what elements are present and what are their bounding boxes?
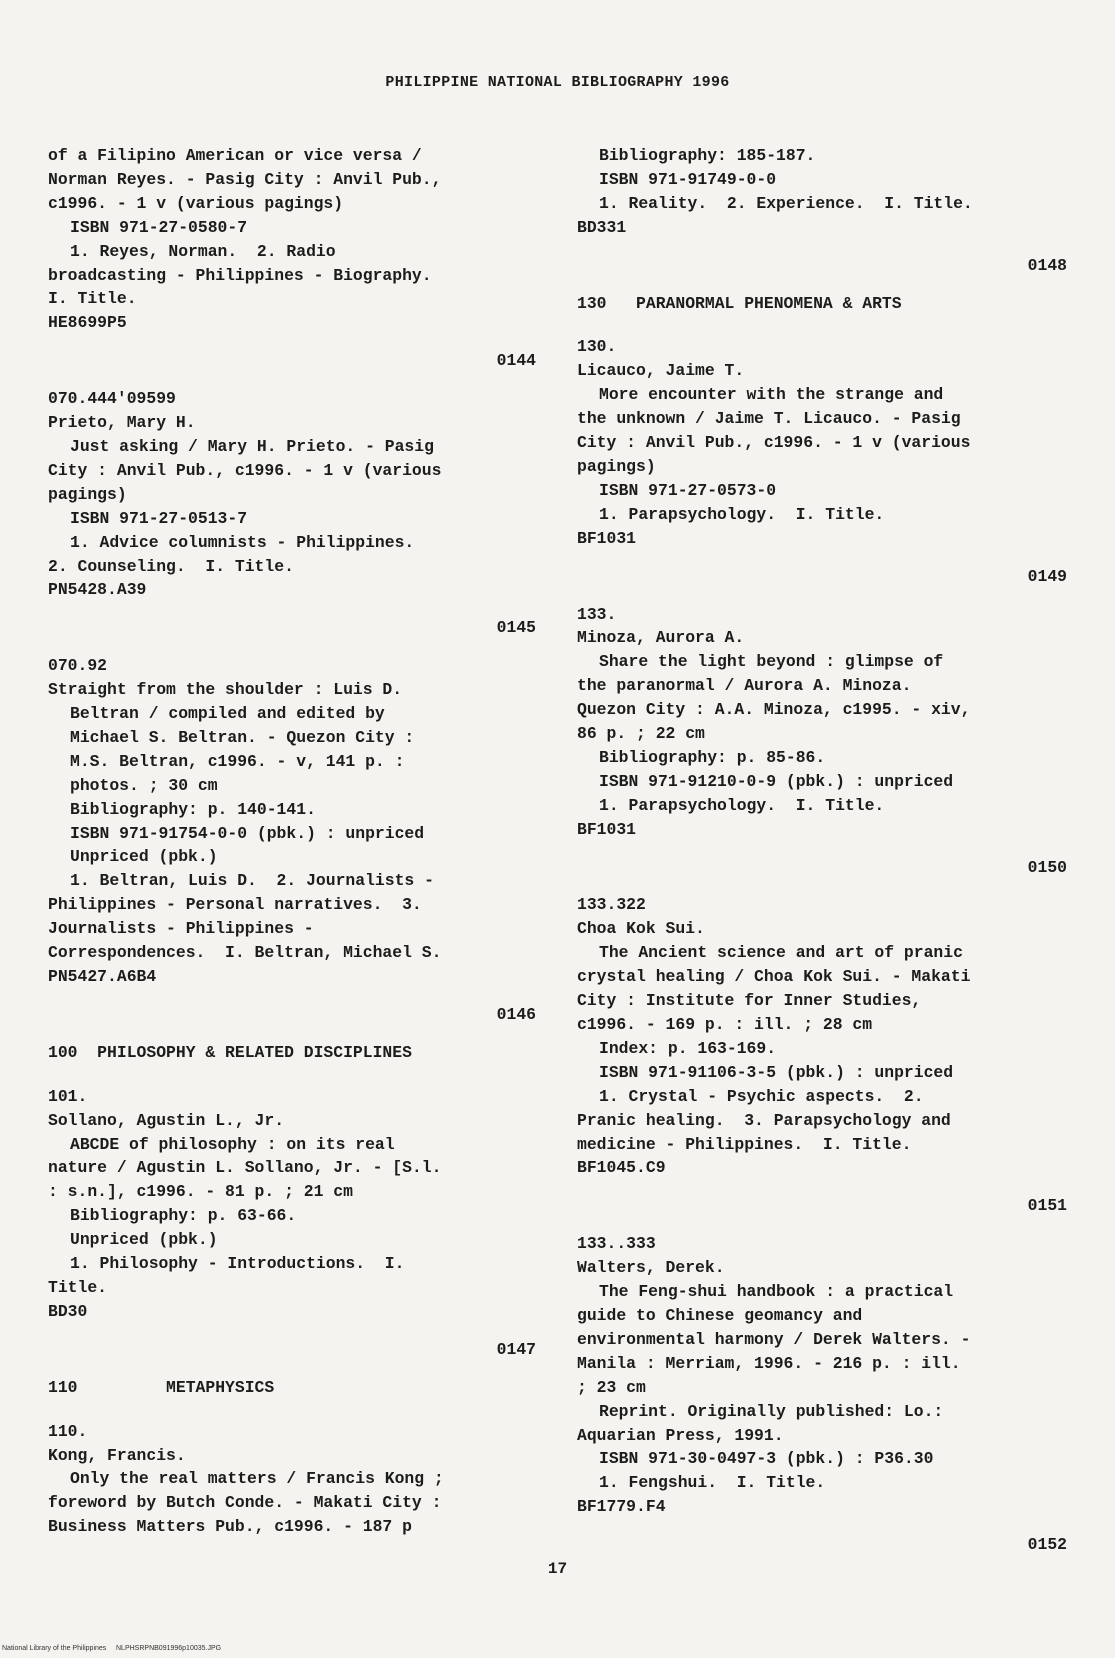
classification: 133.322: [577, 895, 646, 915]
note-line: Aquarian Press, 1991.: [577, 1425, 784, 1445]
entry-line: Index: p. 163-169.: [599, 1038, 777, 1058]
call-number: PN5428.A39: [48, 580, 147, 600]
isbn-line: ISBN 971-27-0513-7: [70, 508, 248, 528]
title-line: Only the real matters / Francis Kong ;: [70, 1469, 444, 1489]
title-line: Share the light beyond : glimpse of: [599, 652, 944, 672]
section-heading-130: 130 PARANORMAL PHENOMENA & ARTS: [577, 293, 902, 313]
subjects-line: Philippines - Personal narratives. 3.: [48, 895, 422, 915]
right-column: [577, 144, 1067, 1571]
author: Choa Kok Sui.: [577, 919, 705, 939]
subjects-line: Journalists - Philippines -: [48, 919, 314, 939]
title-line: Just asking / Mary H. Prieto. - Pasig: [70, 436, 434, 456]
isbn-line: ISBN 971-91749-0-0: [599, 169, 777, 189]
call-number: BD30: [48, 1301, 88, 1321]
entry-line: 86 p. ; 22 cm: [577, 724, 705, 744]
entry-line: City : Anvil Pub., c1996. - 1 v (various: [48, 460, 442, 480]
subjects-line: 2. Counseling. I. Title.: [48, 556, 294, 576]
entry-line: Bibliography: p. 140-141.: [70, 799, 316, 819]
isbn-line: ISBN 971-91210-0-9 (pbk.) : unpriced: [599, 771, 954, 791]
entry-line: crystal healing / Choa Kok Sui. - Makati: [577, 967, 971, 987]
entry-line: pagings): [48, 484, 127, 504]
entry-line: Beltran / compiled and edited by: [70, 704, 385, 724]
entry-number: 0152: [1027, 1535, 1067, 1555]
section-heading-110: 110 METAPHYSICS: [48, 1377, 275, 1397]
author: Prieto, Mary H.: [48, 413, 196, 433]
title-line: The Feng-shui handbook : a practical: [599, 1282, 954, 1302]
subjects-line: Pranic healing. 3. Parapsychology and: [577, 1110, 951, 1130]
section-heading-100: 100 PHILOSOPHY & RELATED DISCIPLINES: [48, 1042, 412, 1062]
entry-0143-continued: [48, 144, 536, 335]
classification: 070.92: [48, 656, 108, 676]
author: Sollano, Agustin L., Jr.: [48, 1110, 285, 1130]
title-line: More encounter with the strange and: [599, 385, 944, 405]
subjects-line: 1. Beltran, Luis D. 2. Journalists -: [70, 871, 434, 891]
page-number: 17: [547, 1560, 568, 1578]
entry-line: Bibliography: 185-187.: [599, 146, 816, 165]
title-line: Straight from the shoulder : Luis D.: [48, 680, 403, 700]
author: Walters, Derek.: [577, 1258, 725, 1278]
entry-line: ; 23 cm: [577, 1377, 646, 1397]
author: Licauco, Jaime T.: [577, 361, 745, 381]
entry-line: c1996. - 169 p. : ill. ; 28 cm: [577, 1015, 873, 1034]
note-line: Reprint. Originally published: Lo.:: [599, 1401, 944, 1421]
entry-number: 0151: [1027, 1196, 1067, 1216]
entry-0150: [577, 603, 1067, 842]
subjects-line: Correspondences. I. Beltran, Michael S.: [48, 943, 442, 963]
entry-line: M.S. Beltran, c1996. - v, 141 p. :: [70, 751, 405, 771]
entry-line: Business Matters Pub., c1996. - 187 p: [48, 1517, 412, 1537]
classification: 110.: [48, 1421, 88, 1441]
call-number: BF1031: [577, 528, 637, 548]
entry-0151: [577, 893, 1067, 1180]
entry-line: Norman Reyes. - Pasig City : Anvil Pub.,: [48, 169, 442, 189]
title-line: The Ancient science and art of pranic: [599, 943, 963, 963]
subjects-line: 1. Reyes, Norman. 2. Radio: [70, 241, 336, 261]
entry-0148-continued: [577, 144, 1067, 240]
entry-line: foreword by Butch Conde. - Makati City :: [48, 1493, 442, 1513]
author: Kong, Francis.: [48, 1445, 186, 1465]
entry-line: pagings): [577, 456, 656, 476]
left-column: [48, 144, 536, 1539]
entry-number: 0146: [496, 1004, 536, 1024]
entry-line: Manila : Merriam, 1996. - 216 p. : ill.: [577, 1353, 961, 1373]
classification: 101.: [48, 1086, 88, 1106]
entry-line: guide to Chinese geomancy and: [577, 1305, 863, 1325]
entry-line: the paranormal / Aurora A. Minoza.: [577, 676, 912, 696]
entry-line: of a Filipino American or vice versa /: [48, 146, 422, 165]
entry-number: 0145: [496, 618, 536, 638]
entry-line: Michael S. Beltran. - Quezon City :: [70, 727, 415, 747]
isbn-line: ISBN 971-91754-0-0 (pbk.) : unpriced: [70, 823, 425, 843]
subjects-line: Title.: [48, 1277, 108, 1297]
classification: 133..333: [577, 1234, 656, 1254]
call-number: HE8699P5: [48, 313, 127, 333]
subjects-line: 1. Parapsychology. I. Title.: [599, 504, 885, 524]
subjects-line: 1. Fengshui. I. Title.: [599, 1473, 826, 1493]
entry-line: nature / Agustin L. Sollano, Jr. - [S.l.: [48, 1158, 442, 1178]
entry-line: environmental harmony / Derek Walters. -: [577, 1329, 971, 1349]
subjects-line: 1. Reality. 2. Experience. I. Title.: [599, 193, 973, 213]
scan-footer: National Library of the Philippines NLPHSRPNB091996p10035.JPG: [2, 1645, 222, 1652]
page-header: PHILIPPINE NATIONAL BIBLIOGRAPHY 1996: [385, 74, 730, 91]
entry-0146: [48, 654, 536, 989]
classification: 133.: [577, 604, 617, 624]
entry-line: Bibliography: p. 85-86.: [599, 747, 826, 767]
entry-number: 0148: [1027, 255, 1067, 275]
entry-number: 0144: [496, 351, 536, 371]
entry-line: the unknown / Jaime T. Licauco. - Pasig: [577, 409, 961, 429]
entry-line: Bibliography: p. 63-66.: [70, 1206, 297, 1226]
subjects-line: 1. Advice columnists - Philippines.: [70, 532, 415, 552]
subjects-line: 1. Crystal - Psychic aspects. 2.: [599, 1086, 924, 1106]
entry-0145: [48, 387, 536, 602]
title-line: ABCDE of philosophy : on its real: [70, 1134, 395, 1154]
isbn-line: ISBN 971-91106-3-5 (pbk.) : unpriced: [599, 1062, 954, 1082]
subjects-line: I. Title.: [48, 289, 137, 309]
isbn-line: ISBN 971-27-0580-7: [70, 217, 248, 237]
entry-0149: [577, 335, 1067, 550]
entry-0152: [577, 1232, 1067, 1519]
price-line: Unpriced (pbk.): [70, 847, 218, 867]
subjects-line: 1. Philosophy - Introductions. I.: [70, 1254, 405, 1274]
subjects-line: 1. Parapsychology. I. Title.: [599, 795, 885, 815]
entry-line: c1996. - 1 v (various pagings): [48, 193, 344, 213]
call-number: BF1779.F4: [577, 1497, 666, 1517]
call-number: PN5427.A6B4: [48, 967, 157, 986]
call-number: BD331: [577, 217, 627, 237]
isbn-line: ISBN 971-27-0573-0: [599, 480, 777, 500]
isbn-line: ISBN 971-30-0497-3 (pbk.) : P36.30: [599, 1449, 934, 1469]
entry-line: City : Institute for Inner Studies,: [577, 991, 922, 1011]
entry-line: Quezon City : A.A. Minoza, c1995. - xiv,: [577, 700, 971, 720]
entry-line: : s.n.], c1996. - 81 p. ; 21 cm: [48, 1182, 353, 1202]
entry-0148-start: [48, 1420, 536, 1540]
entry-line: City : Anvil Pub., c1996. - 1 v (various: [577, 433, 971, 453]
entry-number: 0147: [496, 1339, 536, 1359]
classification: 130.: [577, 337, 617, 357]
entry-number: 0150: [1027, 857, 1067, 877]
price-line: Unpriced (pbk.): [70, 1230, 218, 1250]
subjects-line: medicine - Philippines. I. Title.: [577, 1134, 912, 1154]
entry-line: photos. ; 30 cm: [70, 775, 218, 795]
entry-0147: [48, 1085, 536, 1324]
subjects-line: broadcasting - Philippines - Biography.: [48, 265, 432, 285]
call-number: BF1031: [577, 819, 637, 839]
classification: 070.444'09599: [48, 389, 176, 409]
call-number: BF1045.C9: [577, 1158, 666, 1178]
entry-number: 0149: [1027, 566, 1067, 586]
author: Minoza, Aurora A.: [577, 628, 745, 648]
